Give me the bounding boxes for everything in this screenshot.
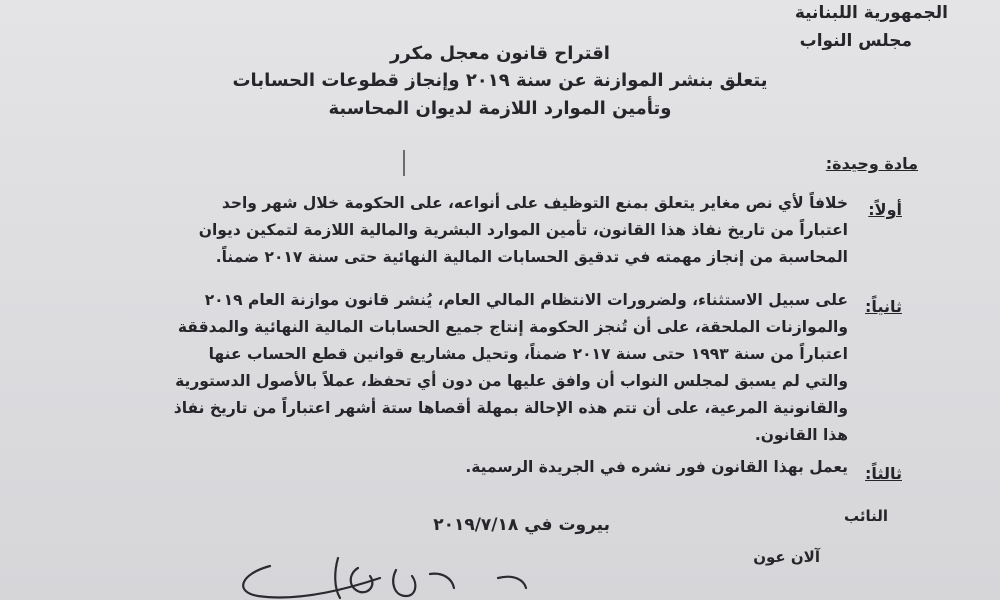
article-1-line-3: المحاسبة من إنجاز مهمته في تدقيق الحسابات المالية النهائية حتى سنة ٢٠١٧ ضمناً. (215, 248, 848, 266)
mp-name: آلان عون (753, 548, 820, 566)
bill-title: اقتراح قانون معجل مكرر (390, 43, 610, 64)
single-article-heading: مادة وحيدة: (825, 154, 918, 173)
article-3-line-1: يعمل بهذا القانون فور نشره في الجريدة الرسمية. (465, 458, 848, 476)
pen-mark (403, 150, 405, 176)
article-2-line-1: على سبيل الاستثناء، ولضرورات الانتظام المالي العام، يُنشر قانون موازنة العام ٢٠١٩ (204, 291, 848, 309)
republic-header: الجمهورية اللبنانية (794, 3, 948, 23)
article-2-label: ثانياً: (865, 297, 902, 316)
date-place: بيروت في ٢٠١٩/٧/١٨ (433, 515, 610, 535)
article-1-line-2: اعتباراً من تاريخ نفاذ هذا القانون، تأمين الموارد البشرية والمالية اللازمة لتمكين ديوان (198, 221, 848, 239)
article-2-line-6: هذا القانون. (754, 426, 848, 444)
article-2-line-2: والموازنات الملحقة، على أن تُنجز الحكومة إنتاج جميع الحسابات المالية النهائية والمدققة (177, 318, 848, 336)
article-2-line-3: اعتباراً من سنة ١٩٩٣ حتى سنة ٢٠١٧ ضمناً، وتحيل مشاريع قوانين قطع الحساب عنها (208, 345, 848, 363)
parliament-header: مجلس النواب (799, 31, 912, 51)
article-1-label: أولاً: (868, 200, 902, 219)
article-3-label: ثالثاً: (865, 464, 902, 483)
bill-subtitle-1: يتعلق بنشر الموازنة عن سنة ٢٠١٩ وإنجاز قطوعات الحسابات (232, 70, 768, 91)
article-2-line-4: والتي لم يسبق لمجلس النواب أن وافق عليها من دون أي تحفظ، عملاً بالأصول الدستورية (175, 372, 848, 390)
mp-title: النائب (843, 507, 888, 525)
signature-scribble (230, 548, 560, 600)
article-2-line-5: والقانونية المرعية، على أن تتم هذه الإحالة بمهلة أقصاها ستة أشهر اعتباراً من تاريخ نفاذ (173, 399, 848, 417)
bill-subtitle-2: وتأمين الموارد اللازمة لديوان المحاسبة (328, 98, 672, 119)
article-1-line-1: خلافاً لأي نص مغاير يتعلق بمنع التوظيف على أنواعه، على الحكومة خلال شهر واحد (221, 194, 848, 212)
